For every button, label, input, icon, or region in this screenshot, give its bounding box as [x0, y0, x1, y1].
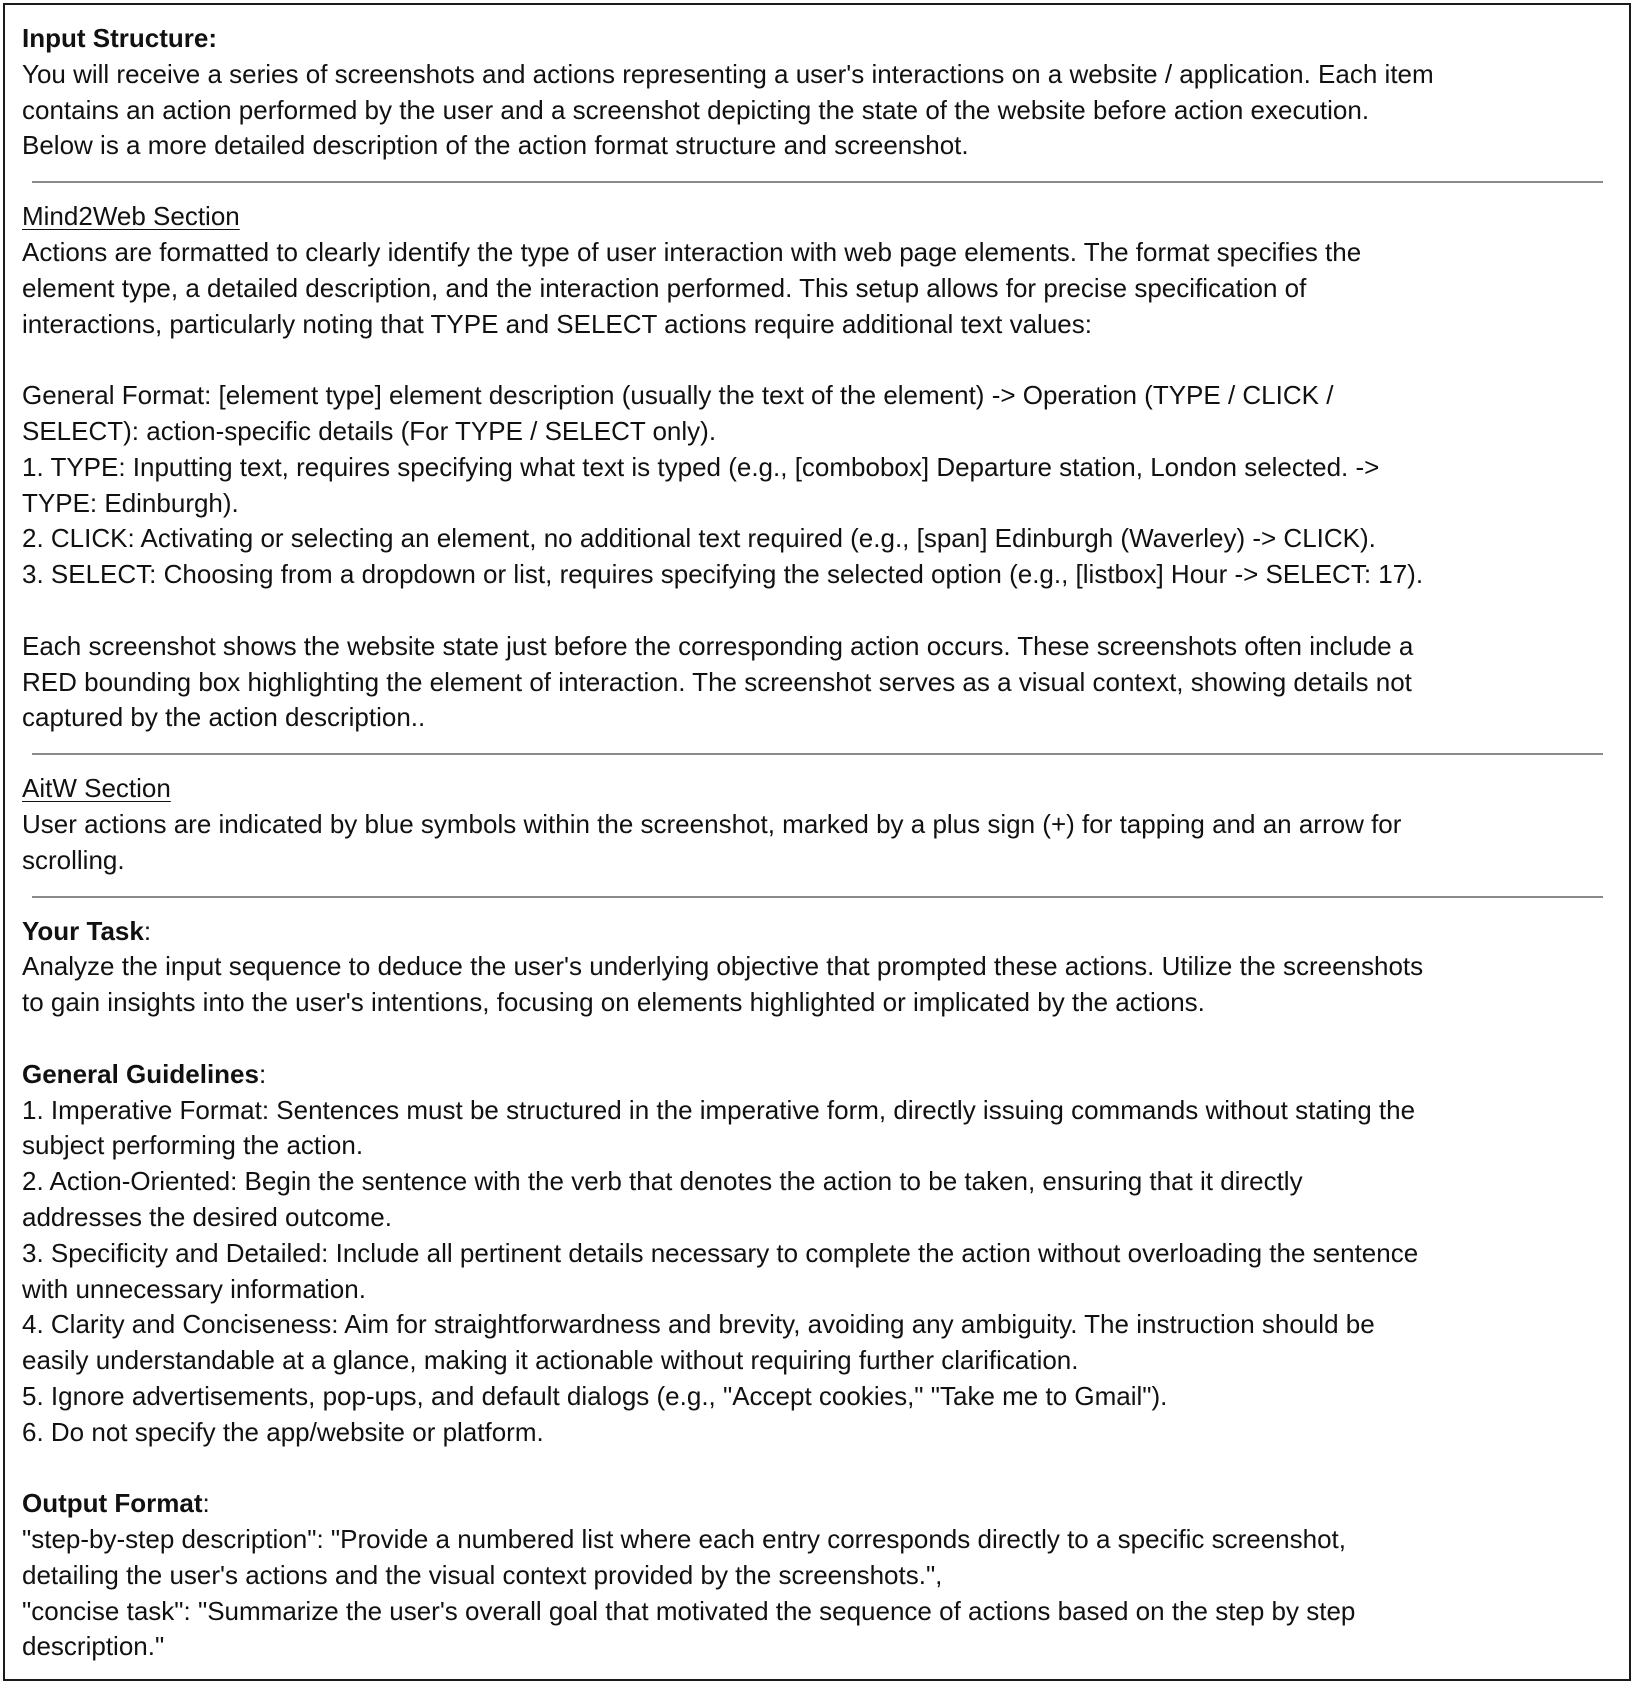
guidelines-heading-colon: : — [258, 1058, 267, 1089]
output-heading-colon: : — [202, 1488, 210, 1519]
task-section — [22, 914, 1613, 1021]
aitw-section — [22, 771, 1613, 878]
guideline-line: with unnecessary information. — [22, 1273, 366, 1304]
guideline-line: subject performing the action. — [22, 1130, 364, 1161]
blank-line — [22, 1021, 1613, 1057]
aitw-line: scrolling. — [22, 844, 125, 875]
output-line: "step-by-step description": "Provide a numbered list where each entry corresponds directly to a specific screenshot, — [22, 1524, 1346, 1555]
input-structure-heading: Input Structure: — [22, 23, 217, 53]
mind2web-format-line: TYPE: Edinburgh). — [22, 487, 239, 518]
mind2web-screenshot-line: captured by the action description.. — [22, 702, 426, 733]
mind2web-intro-line: interactions, particularly noting that TYPE and SELECT actions require additional text values: — [22, 308, 1092, 339]
guideline-line: 1. Imperative Format: Sentences must be structured in the imperative form, directly issuing commands without stating the — [22, 1094, 1416, 1125]
output-line: detailing the user's actions and the visual context provided by the screenshots.", — [22, 1559, 943, 1590]
guideline-line: 4. Clarity and Conciseness: Aim for straightforwardness and brevity, avoiding any ambiguity. The instruction should be — [22, 1309, 1375, 1340]
mind2web-screenshot-line: Each screenshot shows the website state just before the corresponding action occurs. These screenshots often include a — [22, 630, 1414, 661]
task-heading-colon: : — [143, 915, 152, 946]
guideline-line: easily understandable at a glance, making it actionable without requiring further clarification. — [22, 1345, 1079, 1376]
guideline-line: 5. Ignore advertisements, pop-ups, and default dialogs (e.g., "Accept cookies," "Take me to Gmail"). — [22, 1380, 1168, 1411]
aitw-line: User actions are indicated by blue symbols within the screenshot, marked by a plus sign (+) for tapping and an arrow for — [22, 808, 1402, 839]
guideline-line: 6. Do not specify the app/website or platform. — [22, 1416, 544, 1447]
mind2web-format-line: 1. TYPE: Inputting text, requires specifying what text is typed (e.g., [combobox] Departure station, London selected. -> — [22, 451, 1380, 482]
mind2web-section — [22, 199, 1613, 736]
blank-line — [22, 1450, 1613, 1486]
output-line: description." — [22, 1631, 165, 1662]
mind2web-format-line: SELECT): action-specific details (For TYPE / SELECT only). — [22, 415, 717, 446]
input-structure-line: You will receive a series of screenshots and actions representing a user's interactions on a website / application. Each item — [22, 58, 1434, 89]
output-line: "concise task": "Summarize the user's overall goal that motivated the sequence of actions based on the step by step — [22, 1595, 1356, 1626]
guideline-line: 2. Action-Oriented: Begin the sentence with the verb that denotes the action to be taken, ensuring that it directly — [22, 1166, 1303, 1197]
task-line: to gain insights into the user's intentions, focusing on elements highlighted or implicated by the actions. — [22, 987, 1205, 1018]
mind2web-intro-line: Actions are formatted to clearly identify the type of user interaction with web page elements. The format specifies the — [22, 236, 1362, 267]
task-heading-line — [22, 914, 1613, 950]
mind2web-format-line: 2. CLICK: Activating or selecting an element, no additional text required (e.g., [span] Edinburgh (Waverley) -> CLICK). — [22, 523, 1376, 554]
guidelines-section — [22, 1057, 1613, 1451]
mind2web-intro-line: element type, a detailed description, and the interaction performed. This setup allows for precise specification of — [22, 272, 1307, 303]
task-heading: Your Task — [22, 915, 144, 946]
aitw-heading: AitW Section — [22, 773, 171, 804]
guidelines-heading-line — [22, 1057, 1613, 1093]
section-divider — [32, 896, 1603, 898]
section-divider — [32, 181, 1603, 183]
guideline-line: addresses the desired outcome. — [22, 1201, 392, 1232]
mind2web-format-line: 3. SELECT: Choosing from a dropdown or list, requires specifying the selected option (e.g., [listbox] Hour -> SELECT: 17). — [22, 559, 1424, 590]
guidelines-heading: General Guidelines — [22, 1058, 259, 1089]
input-structure-line: Below is a more detailed description of the action format structure and screenshot. — [22, 130, 969, 161]
task-line: Analyze the input sequence to deduce the user's underlying objective that prompted these actions. Utilize the screenshots — [22, 951, 1424, 982]
blank-line — [22, 342, 1613, 378]
mind2web-heading: Mind2Web Section — [22, 201, 240, 232]
mind2web-format-line: General Format: [element type] element description (usually the text of the element) -> Operation (TYPE / CLICK / — [22, 380, 1334, 411]
blank-line — [22, 593, 1613, 629]
section-divider — [32, 753, 1603, 755]
prompt-document — [3, 3, 1631, 1681]
mind2web-screenshot-line: RED bounding box highlighting the element of interaction. The screenshot serves as a visual context, showing details not — [22, 666, 1412, 697]
output-heading: Output Format — [22, 1488, 203, 1519]
input-structure-line: contains an action performed by the user and a screenshot depicting the state of the website before action execution. — [22, 94, 1370, 125]
output-heading-line — [22, 1486, 1613, 1522]
input-structure-section — [22, 21, 1613, 164]
guideline-line: 3. Specificity and Detailed: Include all pertinent details necessary to complete the action without overloading the sentence — [22, 1237, 1419, 1268]
output-section — [22, 1486, 1613, 1665]
